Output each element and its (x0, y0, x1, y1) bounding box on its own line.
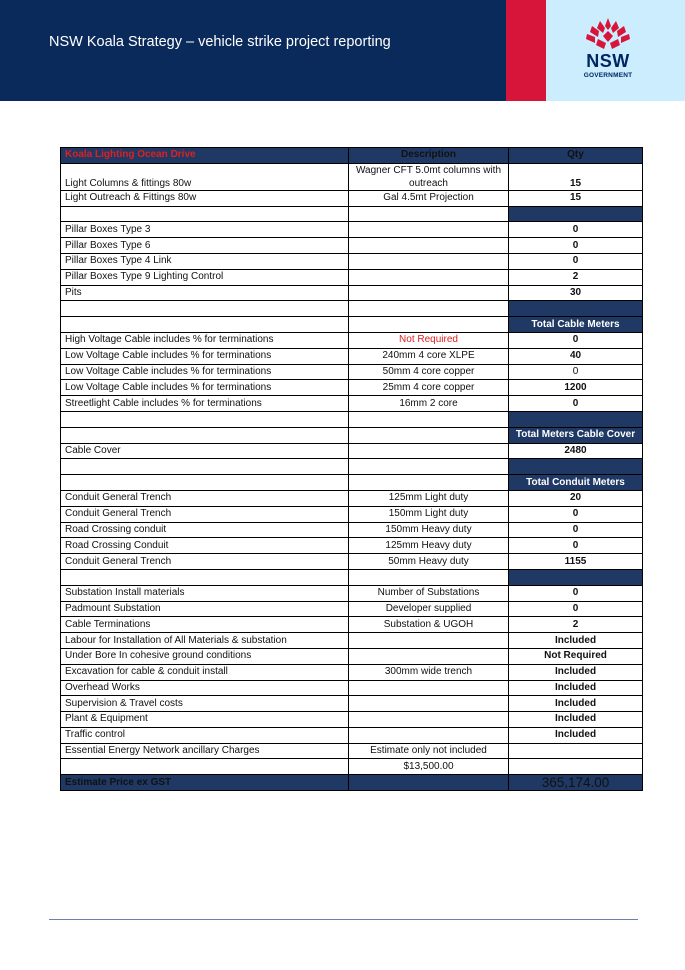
table-row (61, 506, 643, 522)
spacer-row (61, 301, 643, 317)
table-row (61, 190, 643, 206)
nsw-government-logo (578, 16, 638, 86)
row-item: Overhead Works (61, 680, 349, 696)
row-qty: 2 (509, 617, 643, 633)
row-item: Traffic control (61, 727, 349, 743)
cost-estimate-table (60, 147, 643, 791)
row-item: Pillar Boxes Type 3 (61, 222, 349, 238)
spacer-row (61, 569, 643, 585)
subheader-row (61, 427, 643, 443)
table-row (61, 743, 643, 759)
table-row (61, 490, 643, 506)
row-item: Conduit General Trench (61, 506, 349, 522)
row-description: 125mm Light duty (349, 490, 509, 506)
row-qty: 30 (509, 285, 643, 301)
subheader-row (61, 475, 643, 491)
total-label: Estimate Price ex GST (61, 775, 349, 791)
logo-wordmark: NSW (586, 51, 630, 71)
table-row (61, 633, 643, 649)
row-qty: 20 (509, 490, 643, 506)
ancillary-charge-amount: $13,500.00 (349, 759, 509, 775)
banner-red-stripe (506, 0, 546, 101)
row-qty: Included (509, 727, 643, 743)
row-item: Road Crossing conduit (61, 522, 349, 538)
row-description: Estimate only not included (349, 743, 509, 759)
spacer-row (61, 459, 643, 475)
total-value: 365,174.00 (509, 775, 643, 791)
row-item: Padmount Substation (61, 601, 349, 617)
logo-subtitle: GOVERNMENT (583, 72, 633, 79)
row-qty: Included (509, 664, 643, 680)
table-row (61, 759, 643, 775)
table-row (61, 269, 643, 285)
row-qty: 0 (509, 364, 643, 380)
row-item: Labour for Installation of All Materials & substation (61, 633, 349, 649)
row-qty: 0 (509, 332, 643, 348)
row-qty: Included (509, 680, 643, 696)
row-item: Essential Energy Network ancillary Charges (61, 743, 349, 759)
header-banner (0, 0, 685, 101)
table-row (61, 364, 643, 380)
waratah-icon (578, 16, 638, 52)
row-qty: Included (509, 633, 643, 649)
table-row (61, 285, 643, 301)
row-qty: 0 (509, 506, 643, 522)
row-qty: 0 (509, 601, 643, 617)
table-row (61, 348, 643, 364)
table-row (61, 380, 643, 396)
row-qty: Not Required (509, 648, 643, 664)
spacer-row (61, 206, 643, 222)
row-description: Substation & UGOH (349, 617, 509, 633)
row-item: Conduit General Trench (61, 554, 349, 570)
total-row (61, 775, 643, 791)
row-qty: 0 (509, 522, 643, 538)
table-header-row (61, 148, 643, 164)
row-description: Gal 4.5mt Projection (349, 190, 509, 206)
table-row (61, 332, 643, 348)
row-description: 50mm Heavy duty (349, 554, 509, 570)
banner-navy-panel (0, 0, 506, 101)
table-row (61, 617, 643, 633)
row-qty: Included (509, 696, 643, 712)
row-item: Light Outreach & Fittings 80w (61, 190, 349, 206)
row-item: High Voltage Cable includes % for terminations (61, 332, 349, 348)
row-item: Low Voltage Cable includes % for terminations (61, 364, 349, 380)
spacer-row (61, 411, 643, 427)
row-item: Substation Install materials (61, 585, 349, 601)
subheader-total-conduit-meters: Total Conduit Meters (509, 475, 643, 491)
row-description: 50mm 4 core copper (349, 364, 509, 380)
row-description: 16mm 2 core (349, 396, 509, 412)
table-row (61, 443, 643, 459)
row-item: Pits (61, 285, 349, 301)
row-qty: 2 (509, 269, 643, 285)
table-row (61, 253, 643, 269)
table-row (61, 648, 643, 664)
row-description: 25mm 4 core copper (349, 380, 509, 396)
table-row (61, 585, 643, 601)
row-item: Streetlight Cable includes % for terminations (61, 396, 349, 412)
row-qty: 0 (509, 538, 643, 554)
subheader-total-meters-cable-cover: Total Meters Cable Cover (509, 427, 643, 443)
row-item: Low Voltage Cable includes % for terminations (61, 380, 349, 396)
subheader-row (61, 317, 643, 333)
table-row (61, 727, 643, 743)
page-title: NSW Koala Strategy – vehicle strike project reporting (49, 34, 391, 50)
row-qty: Included (509, 712, 643, 728)
table-row (61, 238, 643, 254)
header-qty: Qty (509, 148, 643, 164)
row-qty: 15 (509, 163, 643, 190)
row-description: Number of Substations (349, 585, 509, 601)
table-row (61, 538, 643, 554)
row-item: Excavation for cable & conduit install (61, 664, 349, 680)
row-item: Cable Cover (61, 443, 349, 459)
row-item: Pillar Boxes Type 4 Link (61, 253, 349, 269)
row-description: Developer supplied (349, 601, 509, 617)
row-qty: 1200 (509, 380, 643, 396)
table-row (61, 222, 643, 238)
row-description: Not Required (349, 332, 509, 348)
header-item: Koala Lighting Ocean Drive (61, 148, 349, 164)
row-qty: 0 (509, 396, 643, 412)
row-description: Wagner CFT 5.0mt columns with outreach (349, 163, 509, 190)
row-qty: 0 (509, 585, 643, 601)
row-qty: 0 (509, 238, 643, 254)
row-item: Low Voltage Cable includes % for terminations (61, 348, 349, 364)
row-description: 240mm 4 core XLPE (349, 348, 509, 364)
table-row (61, 396, 643, 412)
row-item: Conduit General Trench (61, 490, 349, 506)
table-row (61, 712, 643, 728)
row-description: 125mm Heavy duty (349, 538, 509, 554)
row-item: Light Columns & fittings 80w (61, 163, 349, 190)
row-qty: 1155 (509, 554, 643, 570)
footer-divider (49, 919, 638, 920)
row-item: Under Bore In cohesive ground conditions (61, 648, 349, 664)
row-item: Pillar Boxes Type 6 (61, 238, 349, 254)
row-qty: 0 (509, 222, 643, 238)
row-item: Road Crossing Conduit (61, 538, 349, 554)
row-description: 150mm Heavy duty (349, 522, 509, 538)
table-row (61, 522, 643, 538)
row-qty: 0 (509, 253, 643, 269)
row-description: 150mm Light duty (349, 506, 509, 522)
table-row (61, 696, 643, 712)
row-description: 300mm wide trench (349, 664, 509, 680)
table-row (61, 680, 643, 696)
table-row (61, 554, 643, 570)
row-item: Cable Terminations (61, 617, 349, 633)
row-qty: 15 (509, 190, 643, 206)
row-qty: 40 (509, 348, 643, 364)
row-qty: 2480 (509, 443, 643, 459)
table-row (61, 163, 643, 190)
table-row (61, 601, 643, 617)
table-row (61, 664, 643, 680)
row-item: Pillar Boxes Type 9 Lighting Control (61, 269, 349, 285)
subheader-total-cable-meters: Total Cable Meters (509, 317, 643, 333)
row-item: Plant & Equipment (61, 712, 349, 728)
header-description: Description (349, 148, 509, 164)
row-item: Supervision & Travel costs (61, 696, 349, 712)
